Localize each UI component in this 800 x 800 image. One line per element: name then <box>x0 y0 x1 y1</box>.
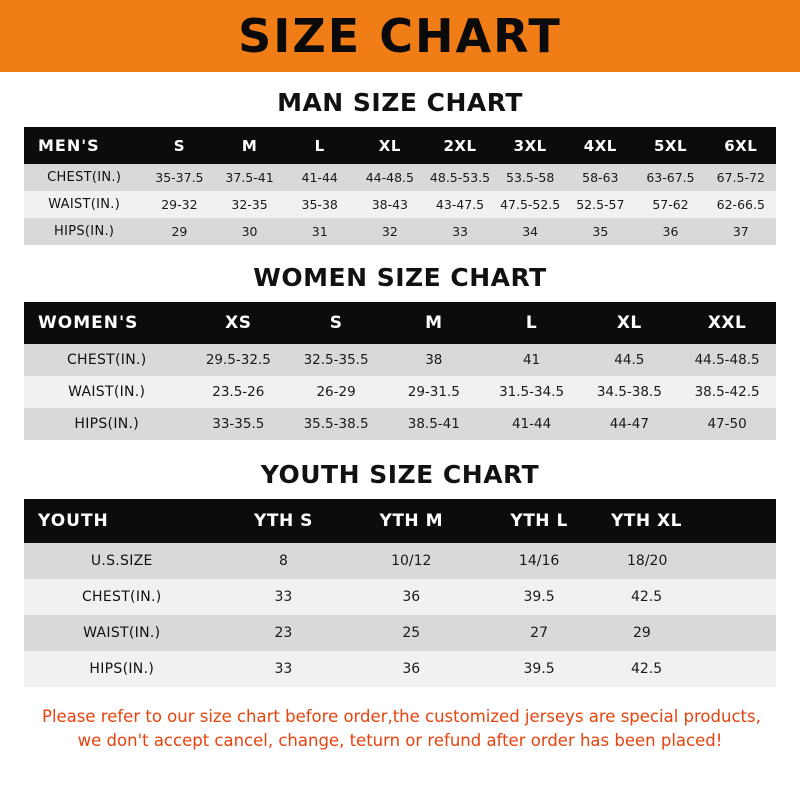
column-header: MEN'S <box>24 127 144 164</box>
column-header: 6XL <box>706 127 776 164</box>
cell: 63-67.5 <box>635 164 705 191</box>
table-header-row <box>24 127 776 164</box>
column-header: WOMEN'S <box>24 302 189 344</box>
cell: 33-35.5 <box>189 408 287 440</box>
cell: 47.5-52.5 <box>495 191 565 218</box>
cell: 43-47.5 <box>425 191 495 218</box>
row-label: WAIST(IN.) <box>24 376 189 408</box>
table-row <box>24 651 776 687</box>
cell: 31 <box>285 218 355 245</box>
column-header: YTH S <box>220 499 348 543</box>
cell: 38 <box>385 344 483 376</box>
column-header: YOUTH <box>24 499 220 543</box>
cell: 44.5 <box>580 344 678 376</box>
cell: 36 <box>347 579 475 615</box>
cell: 32 <box>355 218 425 245</box>
cell: 33 <box>425 218 495 245</box>
cell: 30 <box>214 218 284 245</box>
cell: 35-37.5 <box>144 164 214 191</box>
cell: 18/20 <box>603 543 776 579</box>
cell: 58-63 <box>565 164 635 191</box>
cell: 34.5-38.5 <box>580 376 678 408</box>
footer-note-line-2: we don't accept cancel, change, teturn or refund after order has been placed! <box>77 730 723 750</box>
cell: 29 <box>603 615 776 651</box>
table-row <box>24 579 776 615</box>
cell: 33 <box>220 579 348 615</box>
cell: 37.5-41 <box>214 164 284 191</box>
cell: 34 <box>495 218 565 245</box>
cell: 39.5 <box>475 579 603 615</box>
cell: 36 <box>347 651 475 687</box>
cell: 25 <box>347 615 475 651</box>
column-header: XL <box>355 127 425 164</box>
column-header: 3XL <box>495 127 565 164</box>
cell: 52.5-57 <box>565 191 635 218</box>
column-header: YTH M <box>347 499 475 543</box>
cell: 29.5-32.5 <box>189 344 287 376</box>
column-header: L <box>483 302 581 344</box>
table-row <box>24 376 776 408</box>
table-row <box>24 543 776 579</box>
cell: 38.5-42.5 <box>678 376 776 408</box>
cell: 36 <box>635 218 705 245</box>
cell: 23 <box>220 615 348 651</box>
table-row <box>24 191 776 218</box>
cell: 44-47 <box>580 408 678 440</box>
women-size-table <box>24 302 776 440</box>
cell: 39.5 <box>475 651 603 687</box>
cell: 32-35 <box>214 191 284 218</box>
cell: 62-66.5 <box>706 191 776 218</box>
row-label: CHEST(IN.) <box>24 344 189 376</box>
chart-content <box>0 88 800 753</box>
cell: 57-62 <box>635 191 705 218</box>
row-label: WAIST(IN.) <box>24 615 220 651</box>
cell: 48.5-53.5 <box>425 164 495 191</box>
row-label: CHEST(IN.) <box>24 579 220 615</box>
column-header: 4XL <box>565 127 635 164</box>
column-header: M <box>385 302 483 344</box>
cell: 47-50 <box>678 408 776 440</box>
cell: 41-44 <box>285 164 355 191</box>
cell: 35.5-38.5 <box>287 408 385 440</box>
cell: 44-48.5 <box>355 164 425 191</box>
column-header: M <box>214 127 284 164</box>
cell: 41-44 <box>483 408 581 440</box>
column-header: XXL <box>678 302 776 344</box>
row-label: WAIST(IN.) <box>24 191 144 218</box>
youth-size-table <box>24 499 776 687</box>
cell: 10/12 <box>347 543 475 579</box>
cell: 35 <box>565 218 635 245</box>
cell: 23.5-26 <box>189 376 287 408</box>
cell: 53.5-58 <box>495 164 565 191</box>
column-header: S <box>144 127 214 164</box>
table-header-row <box>24 302 776 344</box>
footer-note-line-1: Please refer to our size chart before order,the customized jerseys are special products, <box>42 707 761 726</box>
row-label: U.S.SIZE <box>24 543 220 579</box>
cell: 41 <box>483 344 581 376</box>
cell: 35-38 <box>285 191 355 218</box>
cell: 42.5 <box>603 651 776 687</box>
cell: 31.5-34.5 <box>483 376 581 408</box>
cell: 29-31.5 <box>385 376 483 408</box>
row-label: HIPS(IN.) <box>24 218 144 245</box>
table-row <box>24 344 776 376</box>
column-header: S <box>287 302 385 344</box>
youth-section-title: YOUTH SIZE CHART <box>260 460 540 489</box>
cell: 14/16 <box>475 543 603 579</box>
cell: 32.5-35.5 <box>287 344 385 376</box>
cell: 29 <box>144 218 214 245</box>
column-header: YTH L <box>475 499 603 543</box>
row-label: HIPS(IN.) <box>24 651 220 687</box>
page-title: SIZE CHART <box>238 9 562 63</box>
column-header: L <box>285 127 355 164</box>
man-size-table <box>24 127 776 245</box>
cell: 29-32 <box>144 191 214 218</box>
table-row <box>24 218 776 245</box>
row-label: HIPS(IN.) <box>24 408 189 440</box>
man-section-title: MAN SIZE CHART <box>277 88 523 117</box>
column-header: 5XL <box>635 127 705 164</box>
table-header-row <box>24 499 776 543</box>
table-row <box>24 408 776 440</box>
cell: 33 <box>220 651 348 687</box>
cell: 26-29 <box>287 376 385 408</box>
cell: 38-43 <box>355 191 425 218</box>
cell: 27 <box>475 615 603 651</box>
cell: 8 <box>220 543 348 579</box>
women-section-title: WOMEN SIZE CHART <box>253 263 547 292</box>
cell: 37 <box>706 218 776 245</box>
column-header: XL <box>580 302 678 344</box>
table-row <box>24 615 776 651</box>
footer-note <box>24 705 776 753</box>
cell: 38.5-41 <box>385 408 483 440</box>
row-label: CHEST(IN.) <box>24 164 144 191</box>
cell: 44.5-48.5 <box>678 344 776 376</box>
column-header: 2XL <box>425 127 495 164</box>
cell: 42.5 <box>603 579 776 615</box>
header-banner <box>0 0 800 72</box>
table-row <box>24 164 776 191</box>
column-header: XS <box>189 302 287 344</box>
cell: 67.5-72 <box>706 164 776 191</box>
column-header: YTH XL <box>603 499 776 543</box>
